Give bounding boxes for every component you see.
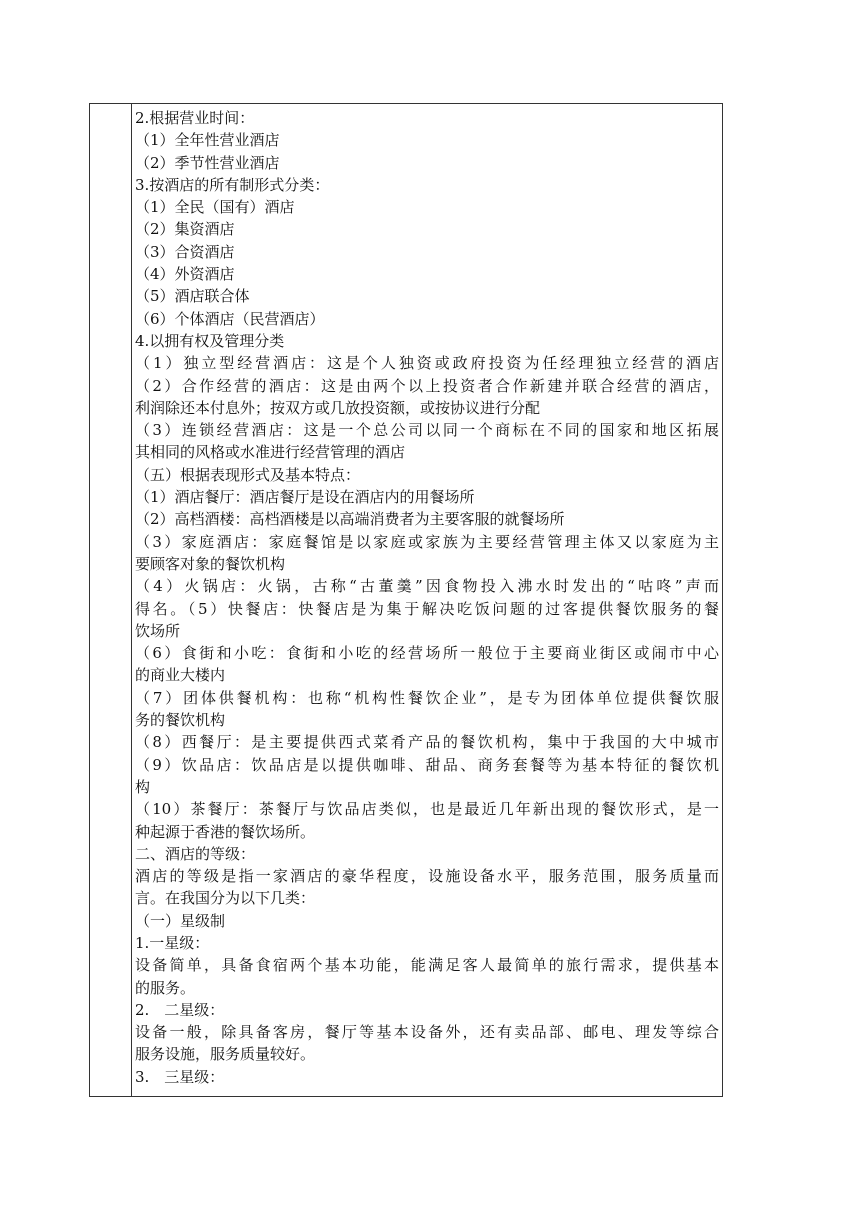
text-line: （6）个体酒店（民营酒店） bbox=[135, 309, 325, 328]
text-line: （2）合作经营的酒店：这是由两个以上投资者合作新建并联合经营的酒店， bbox=[135, 376, 719, 395]
text-line: 设备简单，具备食宿两个基本功能，能满足客人最简单的旅行需求，提供基本 bbox=[135, 956, 719, 975]
text-line: 2. 二星级： bbox=[135, 1000, 225, 1019]
text-line: （8）西餐厅：是主要提供西式菜肴产品的餐饮机构，集中于我国的大中城市 bbox=[135, 733, 719, 752]
content-table bbox=[89, 103, 723, 1097]
text-line: （1）酒店餐厅：酒店餐厅是设在酒店内的用餐场所 bbox=[135, 488, 475, 507]
text-line: 2.根据营业时间： bbox=[135, 109, 255, 127]
text-line: 言。在我国分为以下几类： bbox=[135, 889, 316, 908]
text-line: 构 bbox=[135, 777, 151, 796]
text-line: （3）家庭酒店：家庭餐馆是以家庭或家族为主要经营管理主体又以家庭为主 bbox=[135, 532, 719, 551]
text-line: 服务设施，服务质量较好。 bbox=[135, 1045, 316, 1064]
text-line: 其相同的风格或水准进行经营管理的酒店 bbox=[135, 443, 406, 462]
text-line: （7）团体供餐机构：也称“机构性餐饮企业”，是专为团体单位提供餐饮服 bbox=[135, 688, 719, 707]
text-line: （10）茶餐厅：茶餐厅与饮品店类似，也是最近几年新出现的餐饮形式，是一 bbox=[135, 800, 719, 819]
text-line: 要顾客对象的餐饮机构 bbox=[135, 554, 286, 573]
text-line: （5）酒店联合体 bbox=[135, 287, 250, 306]
text-line: 3. 三星级： bbox=[135, 1067, 225, 1086]
text-line: （4）外资酒店 bbox=[135, 265, 235, 284]
text-line: 酒店的等级是指一家酒店的豪华程度，设施设备水平，服务范围，服务质量而 bbox=[135, 867, 719, 886]
text-line: 设备一般，除具备客房，餐厅等基本设备外，还有卖品部、邮电、理发等综合 bbox=[135, 1023, 719, 1042]
text-line: 二、酒店的等级： bbox=[135, 844, 256, 863]
text-line: （一）星级制 bbox=[135, 911, 226, 930]
text-line: （1）全民（国有）酒店 bbox=[135, 198, 295, 217]
left-column-cell bbox=[90, 104, 132, 1096]
text-line: （五）根据表现形式及基本特点： bbox=[135, 465, 361, 484]
text-line: 4.以拥有权及管理分类 bbox=[135, 331, 285, 350]
text-line: 3.按酒店的所有制形式分类： bbox=[135, 175, 330, 194]
text-line: 的商业大楼内 bbox=[135, 666, 226, 685]
text-line: （1）全年性营业酒店 bbox=[135, 131, 280, 150]
text-line: （6）食街和小吃：食街和小吃的经营场所一般位于主要商业街区或闹市中心 bbox=[135, 644, 719, 663]
text-line: 利润除还本付息外；按双方或几放投资额，或按协议进行分配 bbox=[135, 398, 541, 417]
text-line: 得名。（5）快餐店：快餐店是为集于解决吃饭问题的过客提供餐饮服务的餐 bbox=[135, 599, 719, 618]
text-line: （3）合资酒店 bbox=[135, 242, 235, 261]
text-line: （3）连锁经营酒店：这是一个总公司以同一个商标在不同的国家和地区拓展 bbox=[135, 421, 719, 440]
text-line: 的服务。 bbox=[135, 978, 196, 997]
text-line: （2）集资酒店 bbox=[135, 220, 235, 239]
text-line: （2）高档酒楼：高档酒楼是以高端消费者为主要客服的就餐场所 bbox=[135, 510, 565, 529]
text-line: 种起源于香港的餐饮场所。 bbox=[135, 822, 316, 841]
text-line: 务的餐饮机构 bbox=[135, 711, 226, 730]
content-cell bbox=[133, 104, 722, 1096]
text-line: 饮场所 bbox=[135, 621, 181, 640]
text-line: （2）季节性营业酒店 bbox=[135, 153, 280, 172]
text-line: （1）独立型经营酒店：这是个人独资或政府投资为任经理独立经营的酒店 bbox=[135, 354, 719, 373]
text-line: 1.一星级： bbox=[135, 933, 210, 952]
text-line: （9）饮品店：饮品店是以提供咖啡、甜品、商务套餐等为基本特征的餐饮机 bbox=[135, 755, 719, 774]
text-line: （4）火锅店：火锅，古称“古董羹”因食物投入沸水时发出的“咕咚”声而 bbox=[135, 577, 719, 596]
